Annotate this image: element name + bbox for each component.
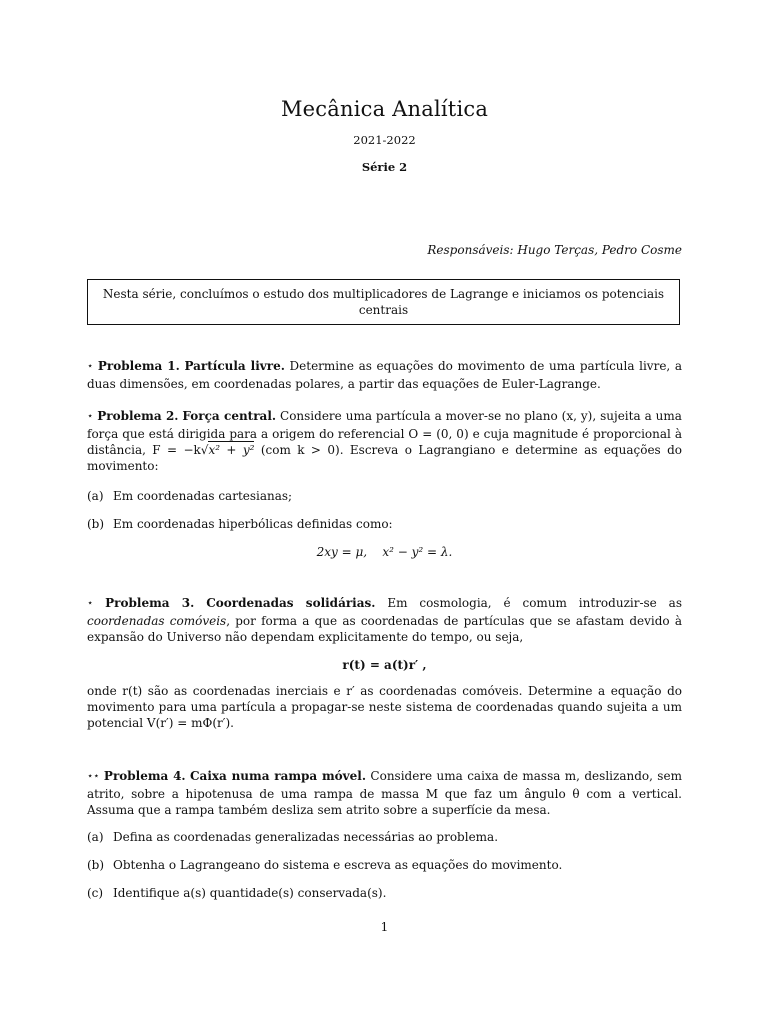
item-text: Identifique a(s) quantidade(s) conservada(s). (113, 886, 387, 900)
intro-text: Nesta série, concluímos o estudo dos multiplicadores de Lagrange e iniciamos os potenciais centrais (102, 287, 665, 317)
sqrt-argument: x² + y² (208, 443, 255, 457)
item-label: (a) (87, 830, 104, 844)
problem-4-item-a (87, 829, 682, 845)
problem-2-item-a (87, 488, 682, 504)
problem-4-item-b (87, 857, 682, 873)
problem-text: Considere uma caixa de massa m, deslizando, sem atrito, sobre a hipotenusa de uma rampa de massa M que faz um ângulo θ com a vertical. Assuma que a rampa também desliza sem atrito sobre a superfície da mesa. (87, 769, 682, 817)
equation-hyperbolic: 2xy = μ, x² − y² = λ. (316, 545, 453, 559)
problem-heading: Problema 1. (97, 359, 180, 373)
problem-3-cont (87, 683, 682, 731)
page-number: 1 (380, 920, 389, 934)
item-label: (c) (87, 886, 104, 900)
difficulty-stars: ⋆⋆ (87, 771, 100, 782)
intro-box (87, 279, 680, 325)
difficulty-stars: ⋆ (87, 361, 94, 372)
item-text: Defina as coordenadas generalizadas necessárias ao problema. (113, 830, 499, 844)
academic-year: 2021-2022 (353, 133, 416, 147)
problem-2-item-b (87, 516, 682, 532)
problem-4-item-c (87, 885, 682, 901)
series-number: Série 2 (361, 160, 408, 174)
problem-1 (87, 358, 682, 392)
page-title: Mecânica Analítica (280, 97, 489, 121)
problem-text-cont: , por forma a que as coordenadas de partículas que se afastam devido à expansão do Universo não dependam explicitamente do tempo, ou seja, (87, 614, 682, 644)
problem-text: Determine as equações do movimento de uma partícula livre, a duas dimensões, em coordenadas polares, a partir das equações de Euler-Lagrange. (87, 359, 682, 391)
problem-2 (87, 408, 682, 474)
item-label: (a) (87, 489, 104, 503)
item-label: (b) (87, 858, 105, 872)
sqrt-symbol: √ (200, 443, 209, 457)
problem-subtitle: Partícula livre. (184, 359, 285, 373)
problem-heading: Problema 3. (105, 596, 195, 610)
item-text: Em coordenadas hiperbólicas definidas como: (113, 517, 393, 531)
problem-text-cont: (com k > 0). Escreva o Lagrangiano e determine as equações do movimento: (87, 443, 683, 473)
problem-3 (87, 595, 682, 645)
difficulty-stars: ⋆ (87, 598, 94, 609)
equation-comoving: r(t) = a(t)r′ , (342, 658, 427, 672)
responsible-authors: Responsáveis: Hugo Terças, Pedro Cosme (427, 243, 682, 257)
problem-4 (87, 768, 682, 818)
problem-heading: Problema 2. (97, 409, 179, 423)
problem-heading: Problema 4. (103, 769, 186, 783)
problem-subtitle: Força central. (182, 409, 277, 423)
item-text: Obtenha o Lagrangeano do sistema e escreva as equações do movimento. (113, 858, 563, 872)
problem-text-italic: coordenadas comóveis (87, 614, 227, 628)
item-text: Em coordenadas cartesianas; (113, 489, 293, 503)
problem-subtitle: Coordenadas solidárias. (206, 596, 376, 610)
problem-text: Considere uma partícula a mover-se no plano (x, y), sujeita a uma força que está dirigida para a origem do referencial O = (0, 0) e cuja magnitude é proporcional à distância, F = −k (87, 409, 682, 457)
difficulty-stars: ⋆ (87, 411, 94, 422)
problem-subtitle: Caixa numa rampa móvel. (190, 769, 367, 783)
problem-text: Em cosmologia, é comum introduzir-se as (387, 596, 682, 610)
item-label: (b) (87, 517, 105, 531)
problem-text-final: onde r(t) são as coordenadas inerciais e r′ as coordenadas comóveis. Determine a equação do movimento para uma partícula a propagar-se neste sistema de coordenadas quando sujeita a um potencial V(r′) = mΦ(r′). (87, 684, 682, 730)
